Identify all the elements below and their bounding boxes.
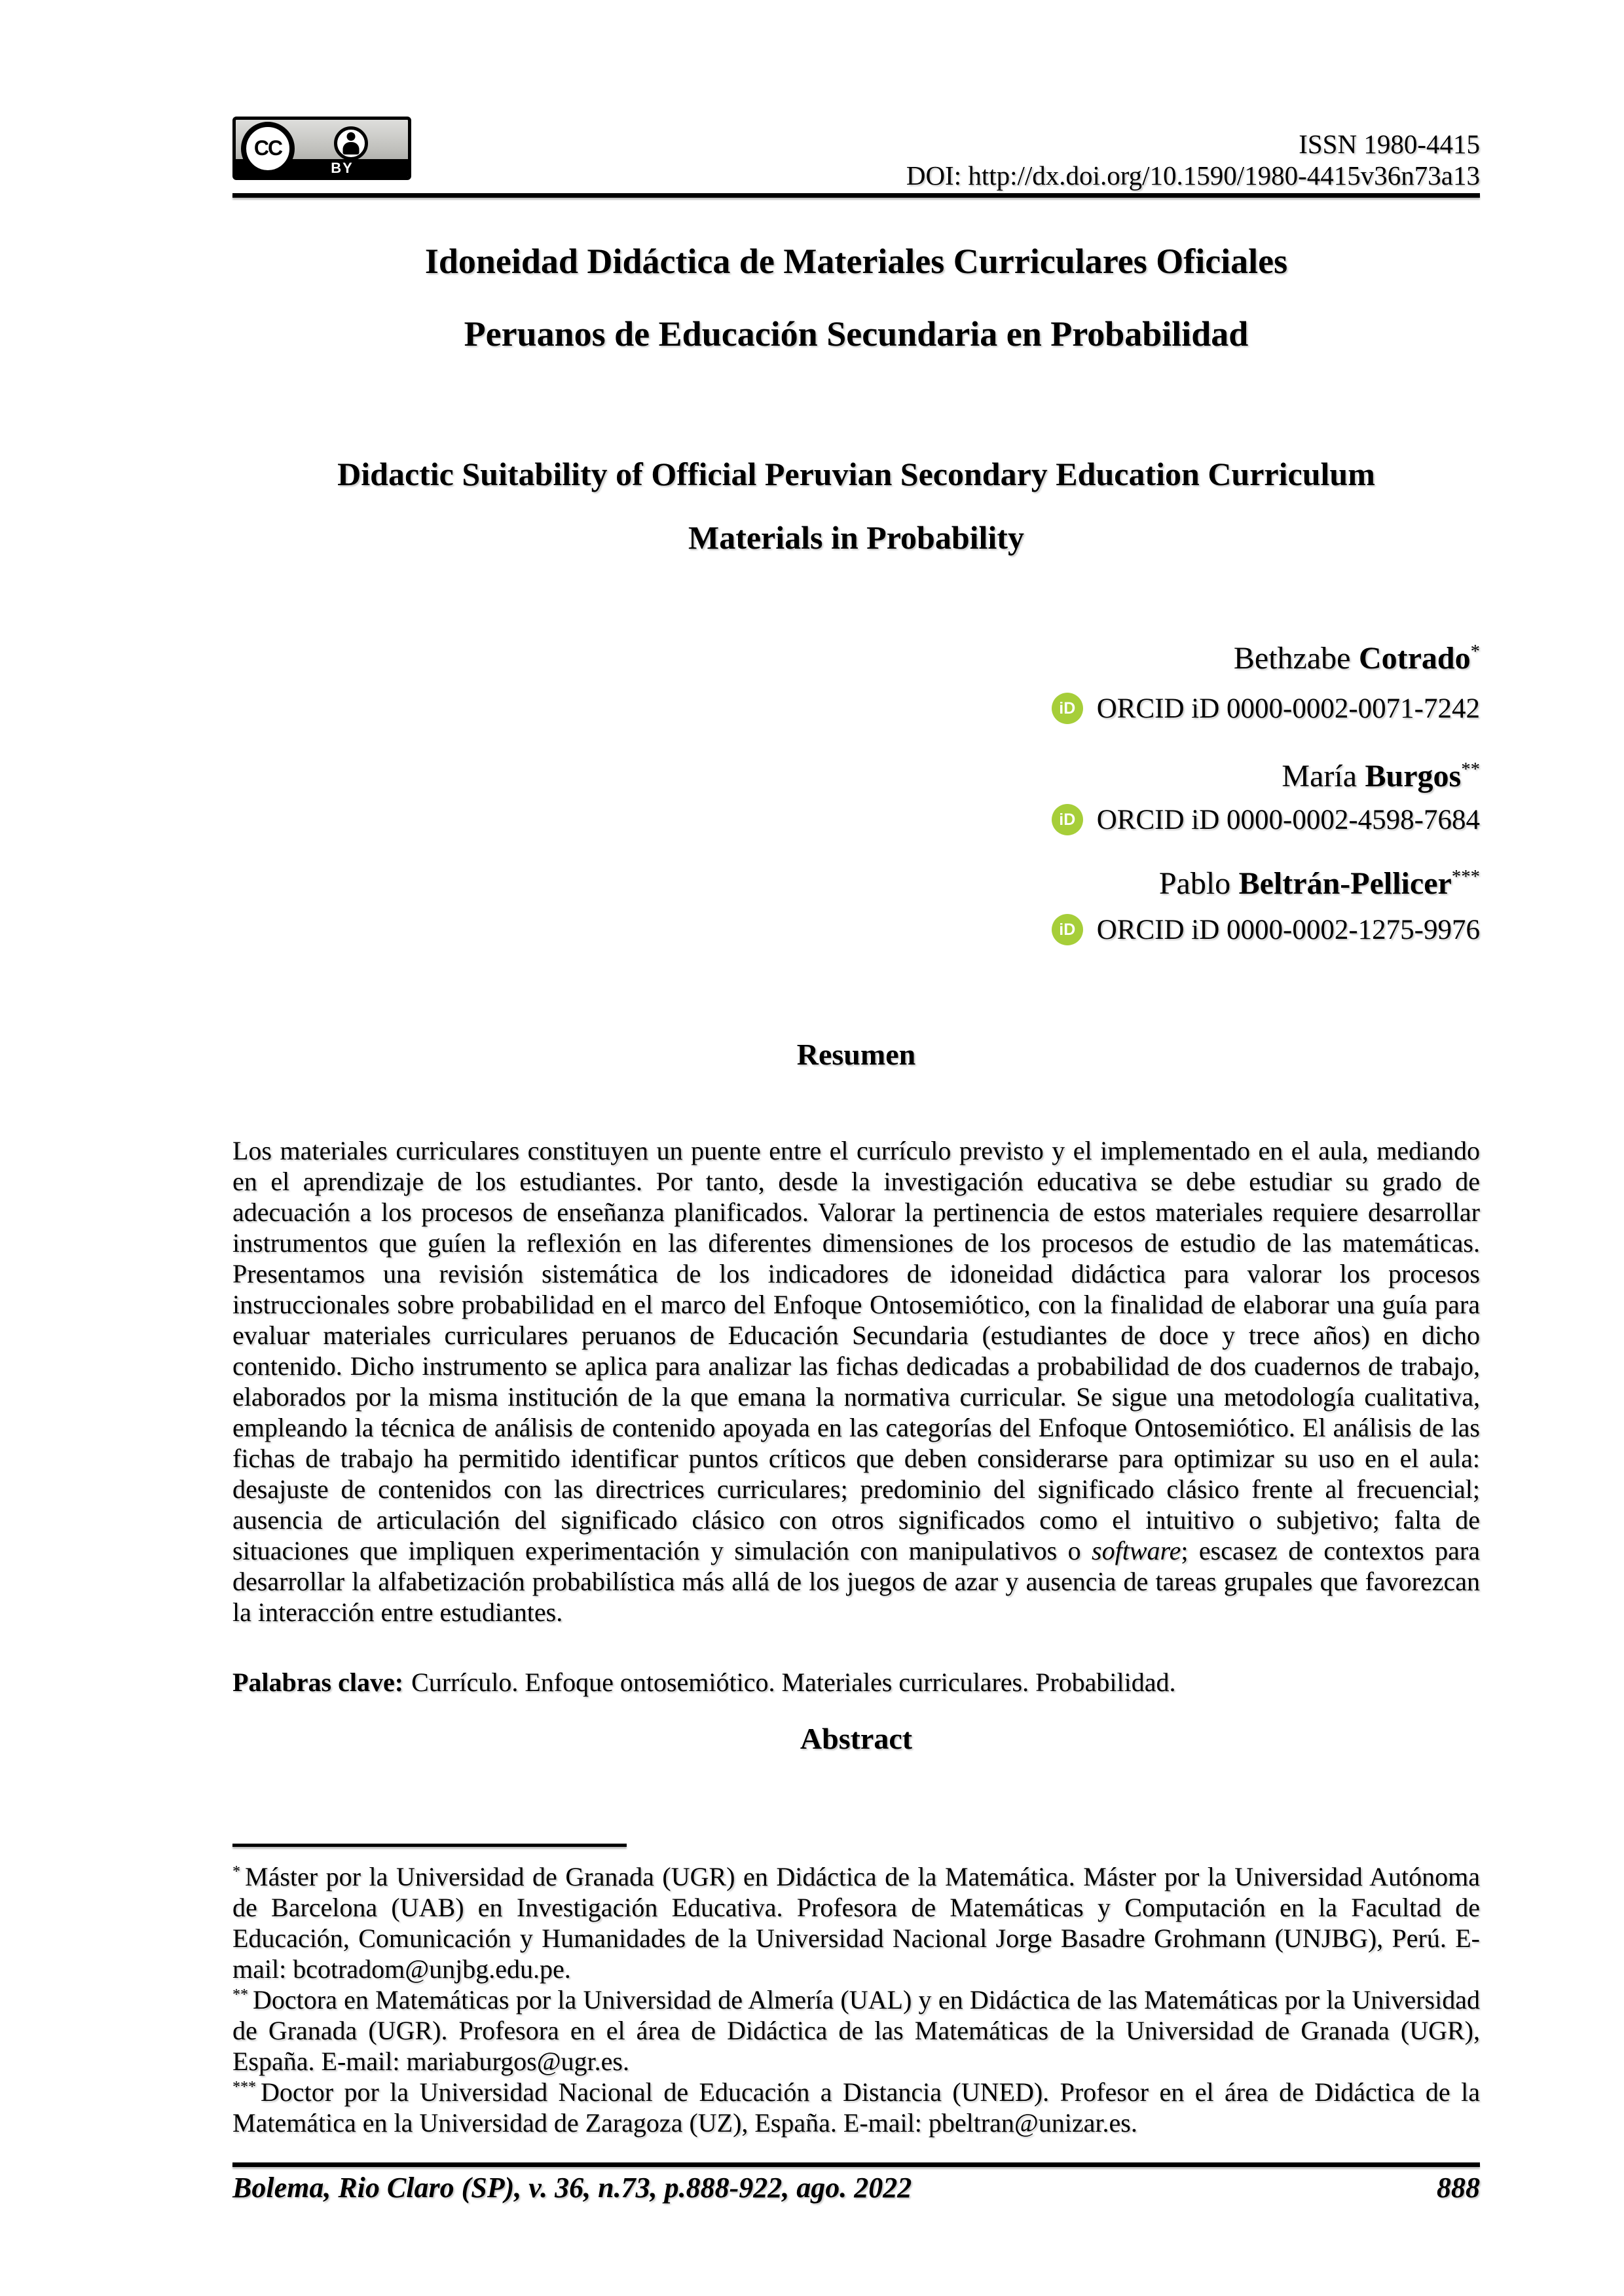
resumen-text-italic: software: [1092, 1536, 1181, 1565]
footnote-text: Doctora en Matemáticas por la Universidad de Almería (UAL) y en Didáctica de las Matemáticas por la Universidad de Granada (UGR). Profesora en el área de Didáctica de las Matemáticas de la Universidad de Granada (UGR), España. E-mail: mariaburgos@ugr.es.: [232, 1985, 1480, 2076]
resumen-body: [232, 1135, 1480, 1628]
footnote-separator: [232, 1844, 627, 1847]
author-footnote-marker: **: [1461, 759, 1480, 780]
orcid-icon-label: iD: [1059, 699, 1076, 718]
footnote-marker: *: [232, 1863, 240, 1880]
issn-text: ISSN 1980-4415: [1299, 129, 1480, 159]
footnote-3: [232, 2077, 1480, 2138]
footer-rule: [232, 2162, 1480, 2167]
orcid-icon: [1052, 914, 1083, 945]
journal-citation: Bolema, Rio Claro (SP), v. 36, n.73, p.888-922, ago. 2022: [232, 2172, 912, 2204]
header-rule: [232, 193, 1480, 198]
title-spanish-line2: Peruanos de Educación Secundaria en Probabilidad: [464, 314, 1249, 354]
footnotes-block: [232, 1861, 1480, 2138]
footnote-marker: **: [232, 1986, 248, 2003]
author-last-name: Burgos: [1365, 759, 1462, 793]
orcid-row-cotrado[interactable]: [232, 691, 1480, 725]
page-footer: [232, 2171, 1480, 2205]
footnote-text: Doctor por la Universidad Nacional de Educación a Distancia (UNED). Profesor en el área de Didáctica de la Matemática en la Universidad de Zaragoza (UZ), España. E-mail: pbeltran@unizar.es.: [232, 2077, 1480, 2138]
footnote-1: [232, 1861, 1480, 1984]
page-number: 888: [1437, 2172, 1480, 2204]
author-name-cotrado: [232, 640, 1480, 677]
author-first-name: María: [1282, 759, 1357, 793]
title-spanish-line1: Idoneidad Didáctica de Materiales Curriculares Oficiales: [424, 242, 1288, 281]
orcid-icon-label: iD: [1059, 810, 1076, 829]
author-name-beltran-pellicer: [232, 866, 1480, 902]
keywords-line: [232, 1667, 1480, 1698]
orcid-id-text: ORCID iD 0000-0002-0071-7242: [1096, 693, 1480, 724]
footnote-text: Máster por la Universidad de Granada (UGR) en Didáctica de la Matemática. Máster por la Universidad Autónoma de Barcelona (UAB) en Investigación Educativa. Profesora de Matemáticas y Computación en la Facultad de Educación, Comunicación y Humanidades de la Universidad Nacional Jorge Basadre Grohmann (UNJBG), Perú. E-mail: bcotradom@unjbg.edu.pe.: [232, 1862, 1480, 1984]
resumen-text-before: Los materiales curriculares constituyen un puente entre el currículo previsto y el implementado en el aula, mediando en el aprendizaje de los estudiantes. Por tanto, desde la investigación educativa se debe estudiar su grado de adecuación a los procesos de enseñanza planificados. Valorar la pertinencia de estos materiales requiere desarrollar instrumentos que guíen la reflexión en las diferentes dimensiones de los procesos de estudio de las matemáticas. Presentamos una revisión sistemática de los indicadores de idoneidad didáctica para valorar los procesos instruccionales sobre probabilidad en el marco del Enfoque Ontosemiótico, con la finalidad de elaborar una guía para evaluar materiales curriculares peruanos de Educación Secundaria (estudiantes de doce y trece años) en dicho contenido. Dicho instrumento se aplica para analizar las fichas dedicadas a probabilidad de dos cuadernos de trabajo, elaborados por la misma institución de la que emana la normativa curricular. Se sigue una metodología cualitativa, empleando la técnica de análisis de contenido apoyada en las categorías del Enfoque Ontosemiótico. El análisis de las fichas de trabajo ha permitido identificar puntos críticos que deben considerarse para optimizar su uso en el aula: desajuste de contenidos con las directrices curriculares; predominio del significado clásico frente al frecuencial; ausencia de articulación del significado clásico con otros significados como el intuitivo o subjetivo; falta de situaciones que impliquen experimentación y simulación con manipulativos o: [232, 1136, 1480, 1565]
author-first-name: Bethzabe: [1233, 641, 1351, 676]
footnote-2: [232, 1984, 1480, 2077]
orcid-row-burgos[interactable]: [232, 803, 1480, 837]
cc-icon: [241, 122, 295, 175]
footnote-marker: ***: [232, 2078, 256, 2096]
orcid-icon: [1052, 693, 1083, 724]
author-name-burgos: [232, 758, 1480, 795]
keywords-label: Palabras clave:: [232, 1667, 404, 1697]
cc-icon-label: CC: [253, 136, 282, 160]
author-last-name: Beltrán-Pellicer: [1238, 866, 1452, 901]
header-meta: [232, 128, 1480, 191]
author-first-name: Pablo: [1158, 866, 1231, 901]
title-english-line2: Materials in Probability: [688, 519, 1024, 556]
orcid-icon-label: iD: [1059, 920, 1076, 939]
title-english-line1: Didactic Suitability of Official Peruvian Secondary Education Curriculum: [337, 456, 1375, 492]
orcid-id-text: ORCID iD 0000-0002-4598-7684: [1096, 804, 1480, 835]
author-footnote-marker: *: [1470, 641, 1480, 662]
abstract-heading: Abstract: [800, 1722, 913, 1755]
author-last-name: Cotrado: [1358, 641, 1471, 676]
orcid-id-text: ORCID iD 0000-0002-1275-9976: [1096, 914, 1480, 945]
doi-text: DOI: http://dx.doi.org/10.1590/1980-4415v36n73a13: [906, 160, 1480, 191]
orcid-icon: [1052, 804, 1083, 835]
author-footnote-marker: ***: [1451, 866, 1480, 887]
keywords-text: Currículo. Enfoque ontosemiótico. Materiales curriculares. Probabilidad.: [411, 1667, 1176, 1697]
resumen-heading: Resumen: [796, 1038, 916, 1071]
cc-by-label: BY: [331, 159, 354, 176]
resumen-text-after: ; escasez de contextos para desarrollar la alfabetización probabilística más allá de los juegos de azar y ausencia de tareas grupales que favorezcan la interacción entre estudiantes.: [232, 1536, 1480, 1627]
orcid-row-beltran-pellicer[interactable]: [232, 913, 1480, 947]
